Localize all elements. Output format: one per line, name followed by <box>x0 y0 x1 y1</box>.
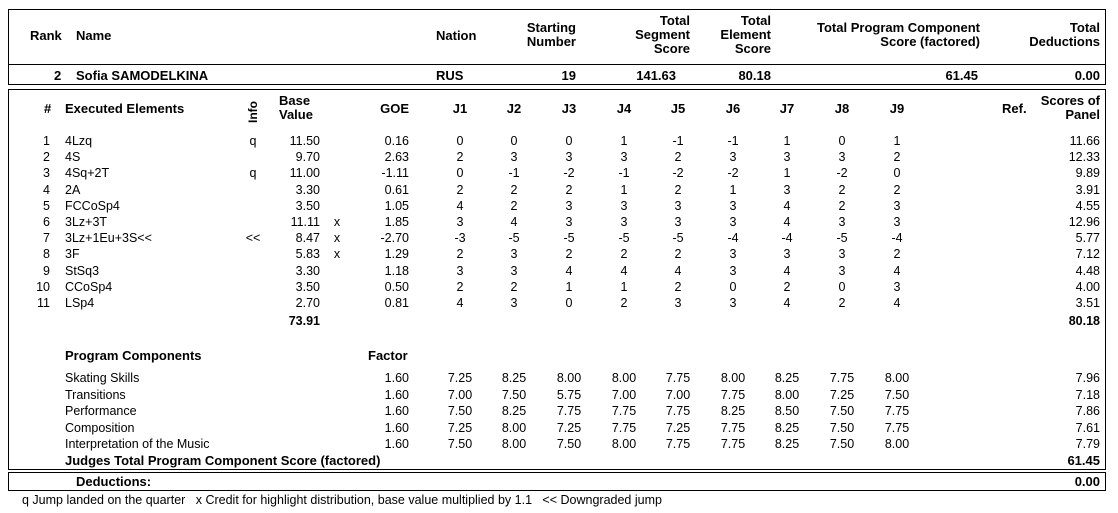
element-row <box>0 183 1118 198</box>
deductions-box <box>8 472 1106 491</box>
element-row <box>0 264 1118 279</box>
element-bonus-x: x <box>333 215 341 229</box>
component-name: Skating Skills <box>65 371 140 385</box>
element-name: FCCoSp4 <box>65 199 120 213</box>
element-base: 11.00 <box>289 166 320 180</box>
col-tss-header: Total Segment Score <box>635 13 690 56</box>
element-judge-j3: 0 <box>565 134 573 148</box>
col-nation-header: Nation <box>436 28 477 43</box>
element-row <box>0 150 1118 165</box>
elements-base-header: Base Value <box>279 93 313 122</box>
element-judge-j9: 3 <box>893 280 901 294</box>
skater-total-element-score: 80.18 <box>738 68 771 83</box>
element-bonus-x: x <box>333 247 341 261</box>
element-goe: 1.05 <box>384 199 409 213</box>
judge-header-j2: J2 <box>506 101 522 116</box>
element-judge-j1: 2 <box>456 280 464 294</box>
element-judge-j3: 3 <box>565 150 573 164</box>
element-row <box>0 199 1118 214</box>
element-judge-j6: 3 <box>729 247 737 261</box>
element-judge-j6: 3 <box>729 215 737 229</box>
element-judge-j2: 2 <box>510 199 518 213</box>
element-score: 9.89 <box>1075 166 1100 180</box>
element-judge-j8: 3 <box>838 150 846 164</box>
col-rank-header: Rank <box>30 28 62 43</box>
skater-rank: 2 <box>54 68 62 83</box>
element-base: 3.30 <box>295 183 320 197</box>
element-judge-j7: -4 <box>781 231 793 245</box>
judge-header-j6: J6 <box>725 101 741 116</box>
skater-starting-number: 19 <box>561 68 576 83</box>
element-row <box>0 296 1118 311</box>
element-name: 4S <box>65 150 81 164</box>
element-score: 7.12 <box>1075 247 1100 261</box>
judges-total-value: 61.45 <box>1067 453 1100 468</box>
element-judge-j9: 4 <box>893 296 901 310</box>
element-name: 4Lzq <box>65 134 93 148</box>
element-num: 8 <box>43 247 50 261</box>
element-num: 2 <box>43 150 50 164</box>
element-judge-j5: -5 <box>672 231 684 245</box>
element-judge-j7: 4 <box>783 296 791 310</box>
pc-factor-header: Factor <box>368 348 408 363</box>
element-judge-j2: 3 <box>510 296 518 310</box>
col-deductions-header: Total Deductions <box>1029 20 1100 49</box>
elements-total-base: 73.91 <box>288 314 320 328</box>
col-pcs-header: Total Program Component Score (factored) <box>817 20 980 49</box>
judge-header-j4: J4 <box>616 101 632 116</box>
element-base: 11.50 <box>289 134 320 148</box>
element-row <box>0 247 1118 262</box>
element-judge-j7: 3 <box>783 150 791 164</box>
element-judge-j3: 0 <box>565 296 573 310</box>
element-judge-j3: 2 <box>565 247 573 261</box>
component-judge-j9: 7.50 <box>884 388 910 402</box>
component-judge-j5: 7.25 <box>665 421 691 435</box>
component-factor: 1.60 <box>384 421 409 435</box>
element-name: 3Lz+1Eu+3S<< <box>65 231 152 245</box>
component-score: 7.86 <box>1075 404 1100 418</box>
component-judge-j2: 8.00 <box>501 421 527 435</box>
element-score: 4.55 <box>1075 199 1100 213</box>
component-judge-j7: 8.00 <box>774 388 800 402</box>
component-judge-j7: 8.25 <box>774 421 800 435</box>
element-judge-j7: 2 <box>783 280 791 294</box>
element-judge-j4: 4 <box>620 264 628 278</box>
element-num: 9 <box>43 264 50 278</box>
element-judge-j7: 1 <box>783 166 791 180</box>
element-judge-j5: 2 <box>674 247 682 261</box>
element-num: 10 <box>36 280 50 294</box>
element-judge-j6: 3 <box>729 150 737 164</box>
element-judge-j9: 2 <box>893 183 901 197</box>
element-judge-j1: 0 <box>456 166 464 180</box>
element-num: 5 <box>43 199 50 213</box>
element-goe: 2.63 <box>384 150 409 164</box>
element-name: StSq3 <box>65 264 100 278</box>
element-judge-j1: 3 <box>456 215 464 229</box>
element-judge-j2: 3 <box>510 264 518 278</box>
element-base: 5.83 <box>295 247 320 261</box>
element-base: 9.70 <box>295 150 320 164</box>
element-judge-j4: 1 <box>620 134 628 148</box>
element-judge-j9: 1 <box>893 134 901 148</box>
element-judge-j4: 1 <box>620 280 628 294</box>
element-judge-j5: 2 <box>674 183 682 197</box>
legend: q Jump landed on the quarter x Credit for highlight distribution, base value multiplied by 1.1 << Downgraded jump <box>22 493 662 507</box>
element-judge-j8: -2 <box>836 166 848 180</box>
component-judge-j3: 7.75 <box>556 404 582 418</box>
element-base: 11.11 <box>290 215 320 229</box>
component-row <box>0 404 1118 419</box>
element-judge-j7: 4 <box>783 215 791 229</box>
element-judge-j1: -3 <box>454 231 466 245</box>
component-score: 7.96 <box>1075 371 1100 385</box>
col-starting-header: Starting Number <box>526 20 576 49</box>
element-score: 5.77 <box>1075 231 1100 245</box>
col-tes-header: Total Element Score <box>720 13 771 56</box>
elements-ref-header: Ref. <box>1002 101 1027 116</box>
component-judge-j1: 7.25 <box>447 421 473 435</box>
component-judge-j2: 8.25 <box>501 404 527 418</box>
element-score: 11.66 <box>1069 134 1100 148</box>
element-judge-j8: -5 <box>836 231 848 245</box>
element-name: CCoSp4 <box>65 280 113 294</box>
component-score: 7.79 <box>1075 437 1100 451</box>
element-judge-j5: 3 <box>674 296 682 310</box>
element-info: << <box>245 231 261 245</box>
element-judge-j3: 3 <box>565 215 573 229</box>
element-judge-j4: 3 <box>620 215 628 229</box>
element-judge-j9: 3 <box>893 215 901 229</box>
element-score: 4.00 <box>1075 280 1100 294</box>
component-judge-j5: 7.00 <box>665 388 691 402</box>
component-name: Transitions <box>65 388 126 402</box>
element-judge-j2: 4 <box>510 215 518 229</box>
element-judge-j6: 1 <box>729 183 737 197</box>
element-judge-j9: 4 <box>893 264 901 278</box>
component-score: 7.61 <box>1075 421 1100 435</box>
element-judge-j9: 3 <box>893 199 901 213</box>
element-num: 6 <box>43 215 50 229</box>
element-base: 2.70 <box>295 296 320 310</box>
element-score: 12.96 <box>1068 215 1100 229</box>
elements-goe-header: GOE <box>380 101 409 116</box>
element-goe: -2.70 <box>380 231 409 245</box>
elements-num-header: # <box>44 101 52 116</box>
component-judge-j8: 7.50 <box>829 437 855 451</box>
element-judge-j7: 3 <box>783 247 791 261</box>
element-info: q <box>249 166 257 180</box>
element-judge-j5: -1 <box>672 134 684 148</box>
element-judge-j1: 3 <box>456 264 464 278</box>
element-judge-j9: 2 <box>893 247 901 261</box>
element-base: 3.30 <box>295 264 320 278</box>
element-name: 4Sq+2T <box>65 166 110 180</box>
judge-header-j5: J5 <box>670 101 686 116</box>
element-score: 12.33 <box>1068 150 1100 164</box>
element-judge-j4: 1 <box>620 183 628 197</box>
element-judge-j2: 0 <box>510 134 518 148</box>
element-judge-j7: 3 <box>783 183 791 197</box>
component-judge-j3: 7.50 <box>556 437 582 451</box>
element-judge-j4: -5 <box>618 231 630 245</box>
element-judge-j2: 2 <box>510 280 518 294</box>
element-judge-j2: -5 <box>508 231 520 245</box>
element-judge-j8: 2 <box>838 199 846 213</box>
element-num: 7 <box>43 231 50 245</box>
element-judge-j9: -4 <box>891 231 903 245</box>
element-goe: 0.81 <box>384 296 409 310</box>
component-judge-j5: 7.75 <box>665 371 691 385</box>
element-judge-j1: 0 <box>456 134 464 148</box>
element-num: 1 <box>43 134 50 148</box>
judge-header-j8: J8 <box>834 101 850 116</box>
element-row <box>0 231 1118 246</box>
component-judge-j1: 7.00 <box>447 388 473 402</box>
element-judge-j1: 2 <box>456 150 464 164</box>
element-judge-j8: 3 <box>838 247 846 261</box>
element-judge-j5: 2 <box>674 150 682 164</box>
element-judge-j8: 2 <box>838 296 846 310</box>
element-name: 3Lz+3T <box>65 215 108 229</box>
element-goe: -1.11 <box>381 166 409 180</box>
element-judge-j2: 2 <box>510 183 518 197</box>
element-judge-j5: 3 <box>674 199 682 213</box>
element-judge-j6: -1 <box>727 134 739 148</box>
component-factor: 1.60 <box>384 371 409 385</box>
element-judge-j2: -1 <box>508 166 520 180</box>
component-score: 7.18 <box>1075 388 1100 402</box>
element-base: 8.47 <box>295 231 320 245</box>
element-score: 3.51 <box>1075 296 1100 310</box>
element-judge-j1: 4 <box>456 296 464 310</box>
component-judge-j3: 5.75 <box>556 388 582 402</box>
component-name: Interpretation of the Music <box>65 437 210 451</box>
component-judge-j6: 7.75 <box>720 388 746 402</box>
element-base: 3.50 <box>295 280 320 294</box>
element-judge-j3: -2 <box>563 166 575 180</box>
component-judge-j8: 7.25 <box>829 388 855 402</box>
element-goe: 1.85 <box>384 215 409 229</box>
element-judge-j3: -5 <box>563 231 575 245</box>
skater-total-segment-score: 141.63 <box>636 68 676 83</box>
element-row <box>0 215 1118 230</box>
deductions-value: 0.00 <box>1074 474 1100 489</box>
component-judge-j4: 8.00 <box>611 437 637 451</box>
component-factor: 1.60 <box>384 388 409 402</box>
elements-total-score: 80.18 <box>1068 314 1100 328</box>
component-row <box>0 437 1118 452</box>
judge-header-j1: J1 <box>452 101 468 116</box>
element-judge-j1: 4 <box>456 199 464 213</box>
element-judge-j4: 3 <box>620 150 628 164</box>
element-judge-j2: 3 <box>510 150 518 164</box>
elements-info-header: Info <box>246 101 260 123</box>
element-judge-j4: 2 <box>620 296 628 310</box>
component-judge-j7: 8.50 <box>774 404 800 418</box>
component-judge-j4: 8.00 <box>611 371 637 385</box>
element-base: 3.50 <box>295 199 320 213</box>
component-judge-j5: 7.75 <box>665 437 691 451</box>
skater-total-pcs: 61.45 <box>945 68 978 83</box>
element-judge-j5: 4 <box>674 264 682 278</box>
element-judge-j3: 2 <box>565 183 573 197</box>
element-name: 2A <box>65 183 81 197</box>
component-judge-j1: 7.50 <box>447 404 473 418</box>
component-judge-j7: 8.25 <box>774 437 800 451</box>
component-judge-j2: 8.25 <box>501 371 527 385</box>
element-judge-j9: 2 <box>893 150 901 164</box>
deductions-label: Deductions: <box>76 474 152 489</box>
component-judge-j9: 7.75 <box>884 421 910 435</box>
element-row <box>0 166 1118 181</box>
element-judge-j1: 2 <box>456 247 464 261</box>
component-judge-j2: 8.00 <box>501 437 527 451</box>
component-judge-j3: 8.00 <box>556 371 582 385</box>
component-name: Performance <box>65 404 137 418</box>
component-judge-j6: 7.75 <box>720 421 746 435</box>
skater-total-deductions: 0.00 <box>1074 68 1100 83</box>
component-judge-j7: 8.25 <box>774 371 800 385</box>
element-judge-j6: 3 <box>729 199 737 213</box>
element-row <box>0 280 1118 295</box>
element-judge-j8: 0 <box>838 280 846 294</box>
component-row <box>0 421 1118 436</box>
element-judge-j4: 2 <box>620 247 628 261</box>
skater-name: Sofia SAMODELKINA <box>76 68 209 83</box>
element-goe: 0.16 <box>384 134 409 148</box>
element-judge-j6: -2 <box>727 166 739 180</box>
element-judge-j3: 4 <box>565 264 573 278</box>
element-row <box>0 134 1118 149</box>
element-judge-j6: 3 <box>729 264 737 278</box>
component-judge-j4: 7.00 <box>611 388 637 402</box>
element-score: 4.48 <box>1075 264 1100 278</box>
element-judge-j1: 2 <box>456 183 464 197</box>
component-judge-j9: 7.75 <box>884 404 910 418</box>
component-judge-j8: 7.75 <box>829 371 855 385</box>
element-goe: 0.61 <box>384 183 409 197</box>
component-factor: 1.60 <box>384 437 409 451</box>
judges-total-label: Judges Total Program Component Score (factored) <box>65 453 381 468</box>
col-name-header: Name <box>76 28 112 43</box>
component-judge-j1: 7.25 <box>447 371 473 385</box>
header-divider <box>8 64 1106 65</box>
element-score: 3.91 <box>1075 183 1100 197</box>
component-row <box>0 371 1118 386</box>
component-judge-j4: 7.75 <box>611 404 637 418</box>
element-judge-j7: 4 <box>783 199 791 213</box>
component-judge-j8: 7.50 <box>829 421 855 435</box>
element-judge-j5: -2 <box>672 166 684 180</box>
element-judge-j3: 3 <box>565 199 573 213</box>
element-judge-j7: 4 <box>783 264 791 278</box>
element-judge-j8: 3 <box>838 215 846 229</box>
skater-nation: RUS <box>436 68 464 83</box>
element-goe: 1.29 <box>384 247 409 261</box>
element-judge-j4: 3 <box>620 199 628 213</box>
pc-title: Program Components <box>65 348 202 363</box>
component-judge-j9: 8.00 <box>884 371 910 385</box>
component-judge-j2: 7.50 <box>501 388 527 402</box>
element-judge-j8: 2 <box>838 183 846 197</box>
element-judge-j7: 1 <box>783 134 791 148</box>
component-judge-j1: 7.50 <box>447 437 473 451</box>
judge-header-j3: J3 <box>561 101 577 116</box>
element-name: LSp4 <box>65 296 95 310</box>
component-judge-j9: 8.00 <box>884 437 910 451</box>
element-num: 4 <box>43 183 50 197</box>
element-judge-j5: 3 <box>674 215 682 229</box>
component-judge-j6: 7.75 <box>720 437 746 451</box>
element-goe: 0.50 <box>384 280 409 294</box>
element-judge-j6: -4 <box>727 231 739 245</box>
component-judge-j3: 7.25 <box>556 421 582 435</box>
component-judge-j6: 8.00 <box>720 371 746 385</box>
elements-scores-header: Scores of Panel <box>1040 93 1100 122</box>
element-name: 3F <box>65 247 80 261</box>
element-judge-j8: 0 <box>838 134 846 148</box>
element-num: 11 <box>37 296 50 310</box>
component-judge-j8: 7.50 <box>829 404 855 418</box>
element-judge-j5: 2 <box>674 280 682 294</box>
element-judge-j9: 0 <box>893 166 901 180</box>
element-judge-j6: 0 <box>729 280 737 294</box>
component-name: Composition <box>65 421 135 435</box>
component-judge-j5: 7.75 <box>665 404 691 418</box>
component-judge-j6: 8.25 <box>720 404 746 418</box>
component-row <box>0 388 1118 403</box>
component-judge-j4: 7.75 <box>611 421 637 435</box>
element-judge-j6: 3 <box>729 296 737 310</box>
element-judge-j3: 1 <box>565 280 573 294</box>
element-goe: 1.18 <box>384 264 409 278</box>
component-factor: 1.60 <box>384 404 409 418</box>
elements-executed-header: Executed Elements <box>65 101 185 116</box>
judge-header-j7: J7 <box>779 101 795 116</box>
element-bonus-x: x <box>333 231 341 245</box>
element-num: 3 <box>43 166 50 180</box>
element-judge-j2: 3 <box>510 247 518 261</box>
element-judge-j8: 3 <box>838 264 846 278</box>
element-info: q <box>249 134 257 148</box>
element-judge-j4: -1 <box>618 166 630 180</box>
judge-header-j9: J9 <box>889 101 905 116</box>
